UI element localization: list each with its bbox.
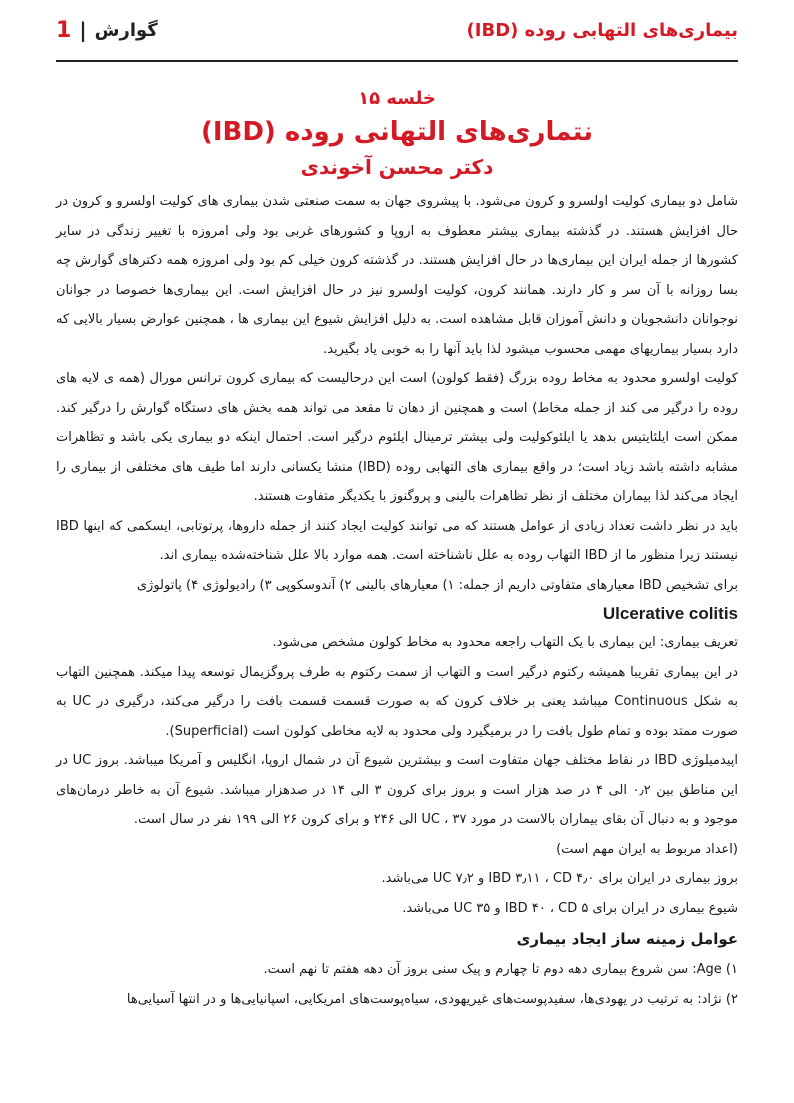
paragraph: بروز بیماری در ایران برای IBD ۳٫۱۱ ، CD ۴٫۰ و UC ۷٫۲ می‌باشد. <box>381 871 738 886</box>
paragraph: تعریف بیماری: این بیماری با یک التهاب راجعه محدود به مخاط کولون مشخص می‌شود. <box>272 635 738 650</box>
running-title: بیماری‌های التهابی روده (IBD) <box>466 19 738 41</box>
title-block <box>56 88 738 179</box>
section-heading-uc: Ulcerative colitis <box>602 604 738 623</box>
list-item: ۱) Age: سن شروع بیماری دهه دوم تا چهارم و پیک سنی بروز آن دهه هفتم تا نهم است. <box>263 962 738 977</box>
document-title: نتماری‌های التهانی روده (IBD) <box>200 117 594 147</box>
document-body <box>56 187 738 1014</box>
page-header <box>56 0 738 62</box>
paragraph: باید در نظر داشت تعداد زیادی از عوامل هستند که می توانند کولیت ایجاد کنند از جمله داروها، پرتوتابی، ایسکمی که اینها IBD نیستند زیرا منظور ما از IBD التهاب روده به علل ناشناخته است. همه موارد بالا علل شناخته‌شده بیماری اند. <box>56 518 738 563</box>
list-item: ۲) نژاد: به ترتیب در یهودی‌ها، سفیدپوست‌های غیریهودی، سیاه‌پوست‌های امریکایی، اسپانیایی‌ها و در انتها آسیایی‌ها <box>126 991 738 1007</box>
page-number: 1 <box>56 17 72 43</box>
paragraph: (اعداد مربوط به ایران مهم است) <box>556 841 738 857</box>
paragraph: برای تشخیص IBD معیارهای متفاوتی داریم از جمله: ۱) معیارهای بالینی ۲) آندوسکوپی ۳) رادیولوژی ۴) پاتولوژی <box>136 577 738 593</box>
author-name: دکتر محسن آخوندی <box>300 155 494 179</box>
report-label: گوارش <box>94 19 158 41</box>
paragraph: اپیدمیلوژی IBD در نقاط مختلف جهان متفاوت است و بیشترین شیوع آن در شمال اروپا، انگلیس و آمریکا میباشد. بروز UC در این مناطق بین ۰٫۲ الی ۴ در صد هزار است و بروز برای کرون ۳ الی ۱۴ در صدهزار میباشد. شیوع آن به خاطر درمان‌های موجود و به دنبال آن بقای بیماران بالاست در مورد UC ، ۳۷ الی ۲۴۶ و برای کرون ۲۶ الی ۱۹۹ نفر در سال است. <box>56 753 739 827</box>
header-meta <box>56 18 158 43</box>
session-label: خلسه ۱۵ <box>358 88 436 109</box>
header-separator: | <box>79 18 87 42</box>
paragraph: در این بیماری تقریبا همیشه رکتوم درگیر است و التهاب از سمت رکتوم به طرف پروگزیمال توسعه پیدا میکند. همچنین التهاب به شکل Continuous میباشد یعنی بر خلاف کرون که به صورت قسمت قسمت بافت را درگیر می‌کند، درگیری در UC به صورت ممتد بوده و تمام طول بافت را در برمیگیرد ولی محدود به لایه مخاطی کولون است (Superficial). <box>56 664 739 739</box>
section-heading-risk-factors: عوامل زمینه ساز ایجاد بیماری <box>516 930 738 948</box>
paragraph: شیوع بیماری در ایران برای IBD ۴۰ ، CD ۵ و UC ۳۵ می‌باشد. <box>402 900 738 916</box>
paragraph: کولیت اولسرو محدود به مخاط روده بزرگ (فقط کولون) است این درحالیست که بیماری کرون ترانس مورال (همه ی لایه های روده را درگیر می کند از جمله مخاط) است و همچنین از دهان تا مقعد می تواند همه بخش های دستگاه گوارش را درگیر کند. ممکن است ایلئایتیس بدهد یا ایلئوکولیت ولی بیشتر ترمینال ایلئوم درگیر است. احتمال اینکه دو بیماری یکی باشد و تظاهرات مشابه داشته باشد زیاد است؛ در واقع بیماری های التهابی روده (IBD) منشا یکسانی دارند اما طیف های مختلفی از بیماری را ایجاد می‌کند لذا بیماران مختلف از نظر تظاهرات بالینی و پروگنوز با یکدیگر متفاوت هستند. <box>56 371 738 504</box>
paragraph: شامل دو بیماری کولیت اولسرو و کرون می‌شود. با پیشروی جهان به سمت صنعتی شدن بیماری های کولیت اولسرو و کرون در حال افزایش هستند. در گذشته بیماری بیشتر معطوف به اروپا و کشورهای غربی بود ولی امروزه با تغییر زندگی در سایر کشورها از جمله ایران این بیماری‌ها در حال افزایش هستند. در گذشته کرون خیلی کم بود ولی امروزه همه دکترهای گوارش چه بسا روزانه با آن سر و کار دارند. همانند کرون، کولیت اولسرو نیز در حال افزایش است. این بیماری‌ها خصوصا در جوانان نوجوانان دانشجویان و دانش آموزان قابل مشاهده است. به دلیل افزایش شیوع این بیماری ها ، همچنین عوارض بسیار بالایی که دارد بسیار بیماریهای مهمی محسوب میشود لذا باید آنها را به خوبی یاد بگیرید. <box>56 194 738 357</box>
